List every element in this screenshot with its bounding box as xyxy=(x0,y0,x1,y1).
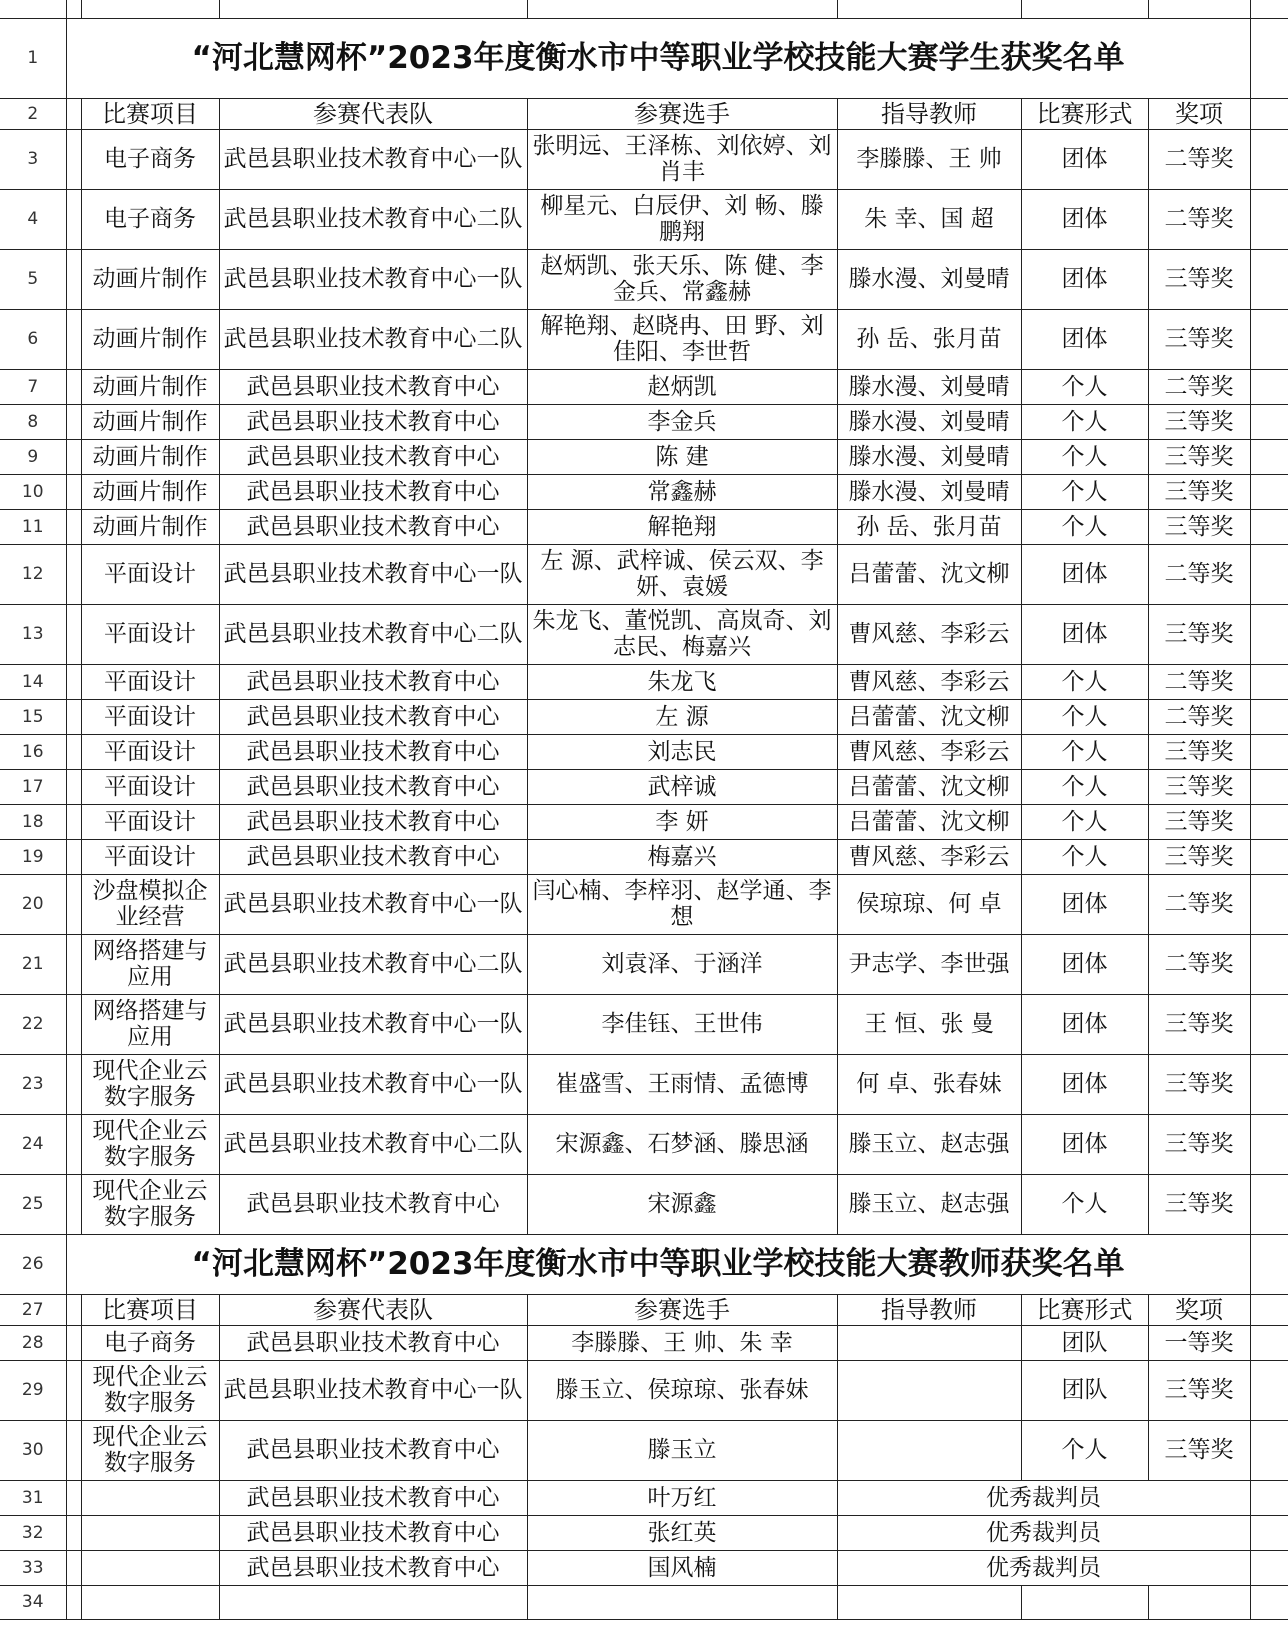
spacer-cell xyxy=(66,1174,81,1234)
players-cell: 朱龙飞、董悦凯、高岚奇、刘志民、梅嘉兴 xyxy=(527,604,837,664)
student-title-row xyxy=(0,18,1288,98)
award-cell: 三等奖 xyxy=(1148,994,1250,1054)
players-cell: 解艳翔 xyxy=(527,509,837,544)
spacer-cell xyxy=(66,804,81,839)
form-cell: 个人 xyxy=(1021,439,1148,474)
players-cell: 滕玉立、侯琼琼、张春妹 xyxy=(527,1360,837,1420)
form-cell: 个人 xyxy=(1021,369,1148,404)
table-row xyxy=(0,404,1288,439)
row-number: 9 xyxy=(0,439,66,474)
spacer-cell xyxy=(66,934,81,994)
table-row xyxy=(0,1054,1288,1114)
row-number: 20 xyxy=(0,874,66,934)
item-cell: 沙盘模拟企业经营 xyxy=(81,874,219,934)
award-cell: 三等奖 xyxy=(1148,804,1250,839)
item-cell: 动画片制作 xyxy=(81,439,219,474)
award-cell: 三等奖 xyxy=(1148,404,1250,439)
team-cell: 武邑县职业技术教育中心二队 xyxy=(219,934,527,994)
players-cell: 解艳翔、赵晓冉、田 野、刘佳阳、李世哲 xyxy=(527,309,837,369)
team-cell: 武邑县职业技术教育中心 xyxy=(219,1480,527,1515)
row-number: 5 xyxy=(0,249,66,309)
award-cell: 三等奖 xyxy=(1148,1420,1250,1480)
header-award: 奖项 xyxy=(1148,98,1250,129)
item-cell: 现代企业云数字服务 xyxy=(81,1420,219,1480)
item-cell xyxy=(81,1550,219,1585)
header-item: 比赛项目 xyxy=(81,98,219,129)
referee-name: 叶万红 xyxy=(527,1480,837,1515)
header-row xyxy=(0,1294,1288,1325)
award-cell: 三等奖 xyxy=(1148,1114,1250,1174)
form-cell: 团体 xyxy=(1021,874,1148,934)
teacher-cell: 滕水漫、刘曼晴 xyxy=(837,474,1021,509)
table-row xyxy=(0,369,1288,404)
teacher-cell: 侯琼琼、何 卓 xyxy=(837,874,1021,934)
form-cell: 团体 xyxy=(1021,189,1148,249)
header-team: 参赛代表队 xyxy=(219,1294,527,1325)
form-cell: 团体 xyxy=(1021,544,1148,604)
team-cell: 武邑县职业技术教育中心二队 xyxy=(219,309,527,369)
item-cell: 平面设计 xyxy=(81,699,219,734)
award-cell: 二等奖 xyxy=(1148,189,1250,249)
table-row xyxy=(0,874,1288,934)
table-row xyxy=(0,734,1288,769)
spacer-cell xyxy=(66,249,81,309)
blank-row xyxy=(0,1585,1288,1619)
form-cell: 个人 xyxy=(1021,699,1148,734)
table-row xyxy=(0,249,1288,309)
team-cell: 武邑县职业技术教育中心 xyxy=(219,509,527,544)
row-number: 10 xyxy=(0,474,66,509)
players-cell: 宋源鑫 xyxy=(527,1174,837,1234)
spacer-cell xyxy=(66,1480,81,1515)
players-cell: 朱龙飞 xyxy=(527,664,837,699)
form-cell: 团体 xyxy=(1021,129,1148,189)
empty-cell xyxy=(837,1585,1021,1619)
teacher-cell: 何 卓、张春妹 xyxy=(837,1054,1021,1114)
spacer-cell xyxy=(66,1325,81,1360)
spacer-cell xyxy=(66,1360,81,1420)
item-cell: 电子商务 xyxy=(81,189,219,249)
item-cell: 平面设计 xyxy=(81,839,219,874)
table-row xyxy=(0,1325,1288,1360)
players-cell: 陈 建 xyxy=(527,439,837,474)
row-number: 28 xyxy=(0,1325,66,1360)
team-cell: 武邑县职业技术教育中心一队 xyxy=(219,1360,527,1420)
spacer-cell xyxy=(66,699,81,734)
team-cell: 武邑县职业技术教育中心一队 xyxy=(219,249,527,309)
form-cell: 个人 xyxy=(1021,404,1148,439)
header-team: 参赛代表队 xyxy=(219,98,527,129)
team-cell: 武邑县职业技术教育中心二队 xyxy=(219,604,527,664)
team-cell: 武邑县职业技术教育中心 xyxy=(219,1420,527,1480)
header-award: 奖项 xyxy=(1148,1294,1250,1325)
item-cell: 平面设计 xyxy=(81,544,219,604)
award-cell: 三等奖 xyxy=(1148,509,1250,544)
item-cell: 动画片制作 xyxy=(81,369,219,404)
teacher-cell: 孙 岳、张月苗 xyxy=(837,509,1021,544)
row-number: 34 xyxy=(0,1585,66,1619)
table-row xyxy=(0,189,1288,249)
table-row xyxy=(0,129,1288,189)
players-cell: 左 源、武梓诚、侯云双、李妍、袁媛 xyxy=(527,544,837,604)
teacher-cell: 李滕滕、王 帅 xyxy=(837,129,1021,189)
form-cell: 团队 xyxy=(1021,1325,1148,1360)
form-cell: 团体 xyxy=(1021,249,1148,309)
item-cell: 网络搭建与应用 xyxy=(81,994,219,1054)
item-cell: 平面设计 xyxy=(81,664,219,699)
award-cell: 二等奖 xyxy=(1148,369,1250,404)
header-form: 比赛形式 xyxy=(1021,1294,1148,1325)
team-cell: 武邑县职业技术教育中心 xyxy=(219,474,527,509)
teacher-cell: 朱 幸、国 超 xyxy=(837,189,1021,249)
referee-row xyxy=(0,1480,1288,1515)
referee-title: 优秀裁判员 xyxy=(837,1480,1250,1515)
players-cell: 赵炳凯 xyxy=(527,369,837,404)
header-players: 参赛选手 xyxy=(527,1294,837,1325)
item-cell: 平面设计 xyxy=(81,769,219,804)
referee-name: 张红英 xyxy=(527,1515,837,1550)
award-cell: 三等奖 xyxy=(1148,734,1250,769)
team-cell: 武邑县职业技术教育中心二队 xyxy=(219,189,527,249)
row-number: 33 xyxy=(0,1550,66,1585)
team-cell: 武邑县职业技术教育中心 xyxy=(219,1550,527,1585)
row-number: 24 xyxy=(0,1114,66,1174)
table-row xyxy=(0,439,1288,474)
teacher-cell: 吕蕾蕾、沈文柳 xyxy=(837,699,1021,734)
header-form: 比赛形式 xyxy=(1021,98,1148,129)
players-cell: 李滕滕、王 帅、朱 幸 xyxy=(527,1325,837,1360)
item-cell: 动画片制作 xyxy=(81,249,219,309)
table-row xyxy=(0,1360,1288,1420)
spacer-cell xyxy=(66,1294,81,1325)
players-cell: 李金兵 xyxy=(527,404,837,439)
empty-cell xyxy=(1021,1585,1148,1619)
teacher-cell: 滕水漫、刘曼晴 xyxy=(837,249,1021,309)
form-cell: 团体 xyxy=(1021,1114,1148,1174)
form-cell: 团体 xyxy=(1021,1054,1148,1114)
players-cell: 宋源鑫、石梦涵、滕思涵 xyxy=(527,1114,837,1174)
form-cell: 团队 xyxy=(1021,1360,1148,1420)
team-cell: 武邑县职业技术教育中心一队 xyxy=(219,544,527,604)
teacher-cell xyxy=(837,1325,1021,1360)
spacer-cell xyxy=(66,1550,81,1585)
item-cell: 平面设计 xyxy=(81,734,219,769)
team-cell: 武邑县职业技术教育中心一队 xyxy=(219,874,527,934)
teacher-cell: 曹风慈、李彩云 xyxy=(837,604,1021,664)
table-row xyxy=(0,1114,1288,1174)
teacher-title: “河北慧网杯”2023年度衡水市中等职业学校技能大赛教师获奖名单 xyxy=(66,1234,1250,1294)
form-cell: 个人 xyxy=(1021,1174,1148,1234)
team-cell: 武邑县职业技术教育中心 xyxy=(219,769,527,804)
row-number: 6 xyxy=(0,309,66,369)
spacer-cell xyxy=(66,874,81,934)
table-row xyxy=(0,804,1288,839)
players-cell: 李佳钰、王世伟 xyxy=(527,994,837,1054)
players-cell: 刘袁泽、于涵洋 xyxy=(527,934,837,994)
award-cell: 三等奖 xyxy=(1148,1174,1250,1234)
student-title: “河北慧网杯”2023年度衡水市中等职业学校技能大赛学生获奖名单 xyxy=(66,18,1250,98)
players-cell: 左 源 xyxy=(527,699,837,734)
teacher-cell: 吕蕾蕾、沈文柳 xyxy=(837,769,1021,804)
header-teacher: 指导教师 xyxy=(837,98,1021,129)
header-teacher: 指导教师 xyxy=(837,1294,1021,1325)
players-cell: 赵炳凯、张天乐、陈 健、李金兵、常鑫赫 xyxy=(527,249,837,309)
item-cell: 动画片制作 xyxy=(81,309,219,369)
team-cell: 武邑县职业技术教育中心 xyxy=(219,664,527,699)
row-number: 18 xyxy=(0,804,66,839)
row-number: 29 xyxy=(0,1360,66,1420)
teacher-cell: 尹志学、李世强 xyxy=(837,934,1021,994)
table-row xyxy=(0,474,1288,509)
teacher-cell: 滕水漫、刘曼晴 xyxy=(837,404,1021,439)
team-cell: 武邑县职业技术教育中心 xyxy=(219,404,527,439)
item-cell: 动画片制作 xyxy=(81,509,219,544)
teacher-cell: 曹风慈、李彩云 xyxy=(837,734,1021,769)
teacher-cell: 吕蕾蕾、沈文柳 xyxy=(837,804,1021,839)
teacher-cell: 王 恒、张 曼 xyxy=(837,994,1021,1054)
teacher-cell: 孙 岳、张月苗 xyxy=(837,309,1021,369)
row-number: 21 xyxy=(0,934,66,994)
spacer-cell xyxy=(66,769,81,804)
table-row xyxy=(0,544,1288,604)
item-cell xyxy=(81,1480,219,1515)
teacher-cell: 滕水漫、刘曼晴 xyxy=(837,439,1021,474)
award-cell: 二等奖 xyxy=(1148,934,1250,994)
teacher-cell: 曹风慈、李彩云 xyxy=(837,664,1021,699)
header-players: 参赛选手 xyxy=(527,98,837,129)
players-cell: 常鑫赫 xyxy=(527,474,837,509)
team-cell: 武邑县职业技术教育中心 xyxy=(219,1515,527,1550)
spacer-cell xyxy=(66,439,81,474)
referee-name: 国风楠 xyxy=(527,1550,837,1585)
award-cell: 三等奖 xyxy=(1148,1360,1250,1420)
table-row xyxy=(0,769,1288,804)
teacher-cell xyxy=(837,1360,1021,1420)
row-number: 12 xyxy=(0,544,66,604)
award-cell: 三等奖 xyxy=(1148,309,1250,369)
empty-cell xyxy=(81,1585,219,1619)
spacer-cell xyxy=(66,129,81,189)
form-cell: 个人 xyxy=(1021,664,1148,699)
team-cell: 武邑县职业技术教育中心一队 xyxy=(219,994,527,1054)
award-cell: 二等奖 xyxy=(1148,874,1250,934)
item-cell: 电子商务 xyxy=(81,1325,219,1360)
table-row xyxy=(0,994,1288,1054)
form-cell: 个人 xyxy=(1021,769,1148,804)
spacer-cell xyxy=(66,994,81,1054)
row-number: 14 xyxy=(0,664,66,699)
table-row xyxy=(0,309,1288,369)
spacer-cell xyxy=(66,404,81,439)
team-cell: 武邑县职业技术教育中心一队 xyxy=(219,1054,527,1114)
players-cell: 滕玉立 xyxy=(527,1420,837,1480)
spacer-cell xyxy=(66,1420,81,1480)
row-number: 27 xyxy=(0,1294,66,1325)
team-cell: 武邑县职业技术教育中心 xyxy=(219,1174,527,1234)
form-cell: 团体 xyxy=(1021,934,1148,994)
team-cell: 武邑县职业技术教育中心 xyxy=(219,804,527,839)
item-cell: 网络搭建与应用 xyxy=(81,934,219,994)
top-partial-row xyxy=(0,0,1288,18)
table-row xyxy=(0,604,1288,664)
spacer-cell xyxy=(66,369,81,404)
table-row xyxy=(0,839,1288,874)
referee-title: 优秀裁判员 xyxy=(837,1515,1250,1550)
teacher-cell: 滕玉立、赵志强 xyxy=(837,1114,1021,1174)
award-cell: 三等奖 xyxy=(1148,839,1250,874)
award-cell: 三等奖 xyxy=(1148,474,1250,509)
players-cell: 张明远、王泽栋、刘依婷、刘肖丰 xyxy=(527,129,837,189)
players-cell: 柳星元、白辰伊、刘 畅、滕鹏翔 xyxy=(527,189,837,249)
spacer-cell xyxy=(66,1515,81,1550)
item-cell: 平面设计 xyxy=(81,804,219,839)
players-cell: 崔盛雪、王雨情、孟德博 xyxy=(527,1054,837,1114)
form-cell: 个人 xyxy=(1021,509,1148,544)
table-row xyxy=(0,699,1288,734)
row-number: 30 xyxy=(0,1420,66,1480)
teacher-cell xyxy=(837,1420,1021,1480)
spacer-cell xyxy=(66,1114,81,1174)
form-cell: 团体 xyxy=(1021,994,1148,1054)
table-row xyxy=(0,509,1288,544)
row-number: 15 xyxy=(0,699,66,734)
empty-cell xyxy=(219,1585,527,1619)
spacer-cell xyxy=(66,474,81,509)
row-number: 4 xyxy=(0,189,66,249)
referee-title: 优秀裁判员 xyxy=(837,1550,1250,1585)
item-cell: 动画片制作 xyxy=(81,404,219,439)
row-number: 16 xyxy=(0,734,66,769)
award-cell: 三等奖 xyxy=(1148,249,1250,309)
team-cell: 武邑县职业技术教育中心 xyxy=(219,839,527,874)
team-cell: 武邑县职业技术教育中心 xyxy=(219,439,527,474)
players-cell: 刘志民 xyxy=(527,734,837,769)
team-cell: 武邑县职业技术教育中心 xyxy=(219,699,527,734)
award-cell: 二等奖 xyxy=(1148,664,1250,699)
award-cell: 二等奖 xyxy=(1148,129,1250,189)
item-cell: 电子商务 xyxy=(81,129,219,189)
team-cell: 武邑县职业技术教育中心 xyxy=(219,369,527,404)
row-number: 1 xyxy=(0,18,66,98)
item-cell: 动画片制作 xyxy=(81,474,219,509)
form-cell: 个人 xyxy=(1021,474,1148,509)
spacer-cell xyxy=(66,509,81,544)
row-number: 13 xyxy=(0,604,66,664)
form-cell: 团体 xyxy=(1021,604,1148,664)
item-cell: 平面设计 xyxy=(81,604,219,664)
players-cell: 李 妍 xyxy=(527,804,837,839)
row-number: 3 xyxy=(0,129,66,189)
row-number: 19 xyxy=(0,839,66,874)
row-number: 31 xyxy=(0,1480,66,1515)
teacher-cell: 曹风慈、李彩云 xyxy=(837,839,1021,874)
players-cell: 武梓诚 xyxy=(527,769,837,804)
empty-cell xyxy=(527,1585,837,1619)
spacer-cell xyxy=(66,1054,81,1114)
team-cell: 武邑县职业技术教育中心 xyxy=(219,734,527,769)
spacer-cell xyxy=(66,544,81,604)
row-number: 8 xyxy=(0,404,66,439)
award-cell: 二等奖 xyxy=(1148,544,1250,604)
item-cell: 现代企业云数字服务 xyxy=(81,1054,219,1114)
item-cell: 现代企业云数字服务 xyxy=(81,1174,219,1234)
teacher-cell: 滕水漫、刘曼晴 xyxy=(837,369,1021,404)
table-row xyxy=(0,1420,1288,1480)
header-item: 比赛项目 xyxy=(81,1294,219,1325)
row-number: 26 xyxy=(0,1234,66,1294)
referee-row xyxy=(0,1515,1288,1550)
team-cell: 武邑县职业技术教育中心 xyxy=(219,1325,527,1360)
players-cell: 梅嘉兴 xyxy=(527,839,837,874)
spacer-cell xyxy=(66,734,81,769)
row-number: 23 xyxy=(0,1054,66,1114)
spacer-cell xyxy=(66,604,81,664)
row-number: 2 xyxy=(0,98,66,129)
empty-cell xyxy=(1148,1585,1250,1619)
award-cell: 三等奖 xyxy=(1148,769,1250,804)
players-cell: 闫心楠、李梓羽、赵学通、李 想 xyxy=(527,874,837,934)
table-row xyxy=(0,1174,1288,1234)
table-row xyxy=(0,664,1288,699)
spacer-cell xyxy=(66,664,81,699)
award-cell: 一等奖 xyxy=(1148,1325,1250,1360)
spacer-cell xyxy=(66,839,81,874)
award-cell: 二等奖 xyxy=(1148,699,1250,734)
teacher-cell: 吕蕾蕾、沈文柳 xyxy=(837,544,1021,604)
row-number: 25 xyxy=(0,1174,66,1234)
form-cell: 个人 xyxy=(1021,839,1148,874)
row-number: 22 xyxy=(0,994,66,1054)
teacher-cell: 滕玉立、赵志强 xyxy=(837,1174,1021,1234)
item-cell: 现代企业云数字服务 xyxy=(81,1114,219,1174)
row-number: 17 xyxy=(0,769,66,804)
table-row xyxy=(0,934,1288,994)
award-cell: 三等奖 xyxy=(1148,604,1250,664)
header-row xyxy=(0,98,1288,129)
spacer-cell xyxy=(66,309,81,369)
referee-row xyxy=(0,1550,1288,1585)
team-cell: 武邑县职业技术教育中心二队 xyxy=(219,1114,527,1174)
teacher-title-row xyxy=(0,1234,1288,1294)
item-cell: 现代企业云数字服务 xyxy=(81,1360,219,1420)
form-cell: 个人 xyxy=(1021,804,1148,839)
spacer-cell xyxy=(66,189,81,249)
form-cell: 团体 xyxy=(1021,309,1148,369)
row-number: 7 xyxy=(0,369,66,404)
award-cell: 三等奖 xyxy=(1148,439,1250,474)
team-cell: 武邑县职业技术教育中心一队 xyxy=(219,129,527,189)
row-number: 32 xyxy=(0,1515,66,1550)
form-cell: 个人 xyxy=(1021,1420,1148,1480)
item-cell xyxy=(81,1515,219,1550)
empty-cell xyxy=(66,1585,81,1619)
award-cell: 三等奖 xyxy=(1148,1054,1250,1114)
row-number: 11 xyxy=(0,509,66,544)
form-cell: 个人 xyxy=(1021,734,1148,769)
